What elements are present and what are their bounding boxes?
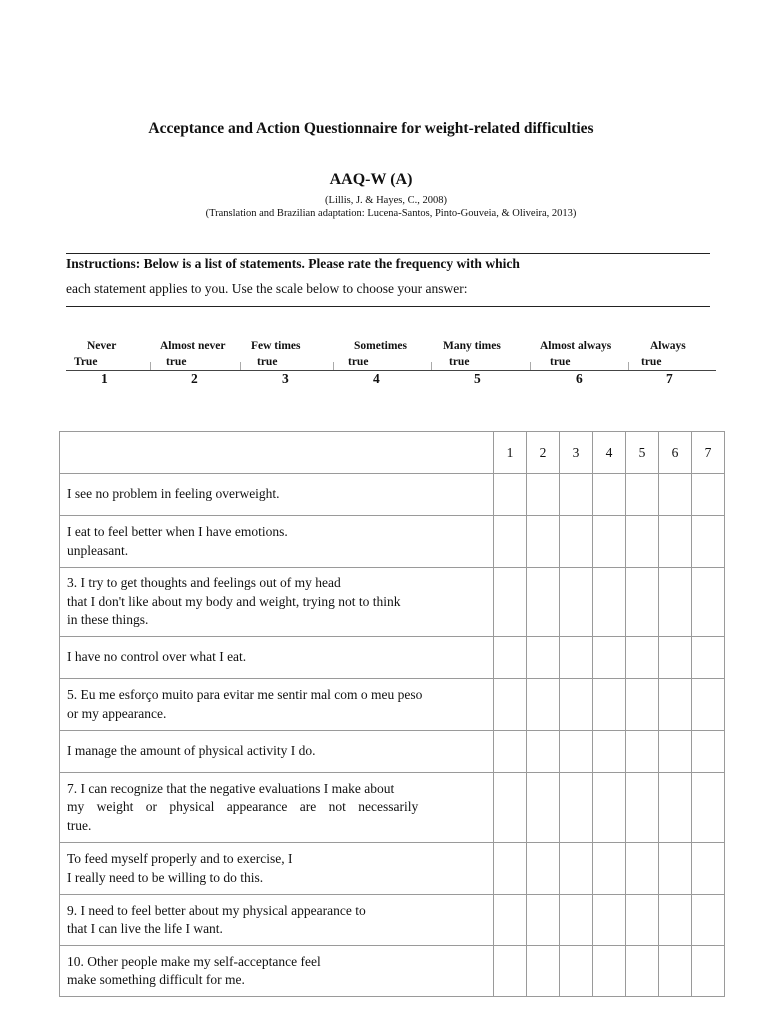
table-row bbox=[60, 895, 725, 946]
statement-line: I manage the amount of physical activity I do. bbox=[67, 743, 316, 759]
answer-cell-1[interactable] bbox=[494, 895, 527, 946]
answer-cell-6[interactable] bbox=[659, 637, 692, 679]
answer-cell-4[interactable] bbox=[593, 895, 626, 946]
scale-divider bbox=[150, 362, 151, 370]
answer-cell-1[interactable] bbox=[494, 679, 527, 731]
statement-text bbox=[60, 516, 494, 568]
column-header-7: 7 bbox=[692, 432, 725, 474]
answer-cell-2[interactable] bbox=[527, 516, 560, 568]
answer-cell-3[interactable] bbox=[560, 731, 593, 773]
instructions-bottom-rule bbox=[66, 306, 710, 307]
instructions-top-rule bbox=[66, 253, 710, 254]
statement-text bbox=[60, 895, 494, 946]
scale-label-4-bottom: true bbox=[348, 356, 369, 368]
statement-line: I have no control over what I eat. bbox=[67, 649, 247, 665]
statement-line: that I don't like about my body and weight, trying not to think bbox=[67, 593, 401, 609]
table-row bbox=[60, 474, 725, 516]
statement-line: that I can live the life I want. bbox=[67, 921, 223, 936]
table-row bbox=[60, 679, 725, 731]
answer-cell-3[interactable] bbox=[560, 516, 593, 568]
scale-label-7-bottom: true bbox=[641, 356, 662, 368]
scale-number-3: 3 bbox=[282, 371, 289, 386]
column-header-1: 1 bbox=[494, 432, 527, 474]
table-row bbox=[60, 568, 725, 637]
answer-cell-1[interactable] bbox=[494, 637, 527, 679]
answer-cell-3[interactable] bbox=[560, 946, 593, 997]
scale-label-2-top: Almost never bbox=[160, 340, 226, 352]
answer-cell-4[interactable] bbox=[593, 516, 626, 568]
scale-divider bbox=[431, 362, 432, 370]
statement-line: 7. I can recognize that the negative evaluations I make about bbox=[67, 780, 395, 796]
table-row bbox=[60, 637, 725, 679]
statement-text bbox=[60, 679, 494, 731]
answer-cell-2[interactable] bbox=[527, 637, 560, 679]
scale-number-6: 6 bbox=[576, 371, 583, 386]
statement-line: 10. Other people make my self-acceptance feel bbox=[67, 953, 321, 969]
answer-cell-5[interactable] bbox=[626, 843, 659, 895]
scale-number-4: 4 bbox=[373, 371, 380, 386]
answer-cell-2[interactable] bbox=[527, 474, 560, 516]
answer-cell-7[interactable] bbox=[692, 474, 725, 516]
scale-label-5-bottom: true bbox=[449, 356, 470, 368]
answer-cell-5[interactable] bbox=[626, 679, 659, 731]
statement-text bbox=[60, 773, 494, 843]
statement-line: To feed myself properly and to exercise, I bbox=[67, 851, 293, 866]
answer-cell-4[interactable] bbox=[593, 568, 626, 637]
scale-label-5-top: Many times bbox=[443, 340, 501, 352]
answer-cell-2[interactable] bbox=[527, 773, 560, 843]
answer-cell-4[interactable] bbox=[593, 843, 626, 895]
scale-divider bbox=[628, 362, 629, 370]
statement-line: true. bbox=[67, 817, 92, 833]
translation-credit: (Translation and Brazilian adaptation: Lucena-Santos, Pinto-Gouveia, & Oliveira, 2013) bbox=[205, 208, 577, 219]
answer-cell-3[interactable] bbox=[560, 474, 593, 516]
answer-cell-5[interactable] bbox=[626, 946, 659, 997]
statement-line: 5. Eu me esforço muito para evitar me sentir mal com o meu peso bbox=[67, 687, 423, 702]
table-row bbox=[60, 946, 725, 997]
answer-cell-6[interactable] bbox=[659, 946, 692, 997]
scale-label-6-top: Almost always bbox=[540, 340, 612, 352]
grid-header-row bbox=[60, 432, 725, 474]
answer-cell-7[interactable] bbox=[692, 773, 725, 843]
statement-line: make something difficult for me. bbox=[67, 972, 245, 987]
scale-label-7-top: Always bbox=[650, 340, 686, 352]
scale-label-3-top: Few times bbox=[251, 340, 301, 352]
answer-cell-5[interactable] bbox=[626, 474, 659, 516]
statement-line: or my appearance. bbox=[67, 705, 167, 721]
answer-cell-4[interactable] bbox=[593, 637, 626, 679]
answer-cell-4[interactable] bbox=[593, 946, 626, 997]
answer-cell-3[interactable] bbox=[560, 637, 593, 679]
scale-label-3-bottom: true bbox=[257, 356, 278, 368]
table-row bbox=[60, 731, 725, 773]
answer-cell-6[interactable] bbox=[659, 474, 692, 516]
answer-cell-4[interactable] bbox=[593, 773, 626, 843]
answer-cell-6[interactable] bbox=[659, 516, 692, 568]
answer-cell-7[interactable] bbox=[692, 895, 725, 946]
scale-underline bbox=[66, 370, 716, 371]
answer-cell-3[interactable] bbox=[560, 773, 593, 843]
statement-line: I eat to feel better when I have emotions. bbox=[67, 524, 288, 539]
statement-line: I really need to be willing to do this. bbox=[67, 869, 264, 885]
answer-cell-3[interactable] bbox=[560, 568, 593, 637]
column-header-3: 3 bbox=[560, 432, 593, 474]
scale-label-4-top: Sometimes bbox=[354, 340, 408, 352]
response-grid bbox=[59, 431, 725, 997]
table-row bbox=[60, 843, 725, 895]
answer-cell-7[interactable] bbox=[692, 516, 725, 568]
column-header-6: 6 bbox=[659, 432, 692, 474]
answer-cell-7[interactable] bbox=[692, 679, 725, 731]
scale-number-7: 7 bbox=[666, 371, 673, 386]
statement-text bbox=[60, 843, 494, 895]
scale-label-6-bottom: true bbox=[550, 356, 571, 368]
statement-line: in these things. bbox=[67, 612, 149, 628]
instructions-line-2: each statement applies to you. Use the scale below to choose your answer: bbox=[66, 281, 468, 296]
statement-text bbox=[60, 731, 494, 773]
answer-cell-6[interactable] bbox=[659, 843, 692, 895]
statement-text bbox=[60, 568, 494, 637]
answer-cell-1[interactable] bbox=[494, 474, 527, 516]
answer-cell-1[interactable] bbox=[494, 731, 527, 773]
scale-divider bbox=[530, 362, 531, 370]
answer-cell-1[interactable] bbox=[494, 516, 527, 568]
statement-line: 3. I try to get thoughts and feelings out of my head bbox=[67, 575, 341, 591]
answer-cell-1[interactable] bbox=[494, 773, 527, 843]
answer-cell-2[interactable] bbox=[527, 895, 560, 946]
answer-cell-2[interactable] bbox=[527, 946, 560, 997]
answer-cell-1[interactable] bbox=[494, 843, 527, 895]
scale-divider bbox=[333, 362, 334, 370]
answer-cell-7[interactable] bbox=[692, 568, 725, 637]
scale-number-1: 1 bbox=[101, 371, 108, 386]
answer-cell-1[interactable] bbox=[494, 946, 527, 997]
answer-cell-2[interactable] bbox=[527, 843, 560, 895]
statement-text bbox=[60, 637, 494, 679]
answer-cell-5[interactable] bbox=[626, 568, 659, 637]
statement-line: 9. I need to feel better about my physical appearance to bbox=[67, 902, 366, 918]
statement-line: I see no problem in feeling overweight. bbox=[67, 486, 280, 502]
answer-cell-1[interactable] bbox=[494, 568, 527, 637]
scale-label-2-bottom: true bbox=[166, 356, 187, 368]
questionnaire-title: Acceptance and Action Questionnaire for weight-related difficulties bbox=[148, 120, 594, 137]
answer-cell-2[interactable] bbox=[527, 568, 560, 637]
scale-number-2: 2 bbox=[191, 371, 198, 386]
answer-cell-3[interactable] bbox=[560, 843, 593, 895]
statement-text bbox=[60, 474, 494, 516]
answer-cell-2[interactable] bbox=[527, 731, 560, 773]
answer-cell-7[interactable] bbox=[692, 637, 725, 679]
answer-cell-7[interactable] bbox=[692, 946, 725, 997]
answer-cell-6[interactable] bbox=[659, 895, 692, 946]
instructions-line-1: Instructions: Below is a list of statements. Please rate the frequency with which bbox=[66, 256, 520, 271]
answer-cell-6[interactable] bbox=[659, 731, 692, 773]
answer-cell-2[interactable] bbox=[527, 679, 560, 731]
answer-cell-7[interactable] bbox=[692, 731, 725, 773]
answer-cell-5[interactable] bbox=[626, 637, 659, 679]
column-header-2: 2 bbox=[527, 432, 560, 474]
answer-cell-3[interactable] bbox=[560, 679, 593, 731]
statement-text bbox=[60, 946, 494, 997]
answer-cell-5[interactable] bbox=[626, 516, 659, 568]
answer-cell-4[interactable] bbox=[593, 679, 626, 731]
answer-cell-5[interactable] bbox=[626, 773, 659, 843]
scale-label-1-bottom: True bbox=[74, 356, 98, 368]
answer-cell-6[interactable] bbox=[659, 568, 692, 637]
answer-cell-6[interactable] bbox=[659, 773, 692, 843]
table-row bbox=[60, 773, 725, 843]
questionnaire-code: AAQ-W (A) bbox=[329, 171, 413, 188]
grid-header-blank bbox=[60, 432, 494, 474]
answer-cell-3[interactable] bbox=[560, 895, 593, 946]
scale-label-1-top: Never bbox=[87, 340, 117, 352]
citation: (Lillis, J. & Hayes, C., 2008) bbox=[325, 195, 447, 206]
answer-cell-4[interactable] bbox=[593, 731, 626, 773]
answer-cell-6[interactable] bbox=[659, 679, 692, 731]
scale-divider bbox=[240, 362, 241, 370]
column-header-4: 4 bbox=[593, 432, 626, 474]
statement-line: unpleasant. bbox=[67, 542, 129, 558]
answer-cell-5[interactable] bbox=[626, 895, 659, 946]
answer-cell-4[interactable] bbox=[593, 474, 626, 516]
scale-number-5: 5 bbox=[474, 371, 481, 386]
answer-cell-5[interactable] bbox=[626, 731, 659, 773]
statement-line: my weight or physical appearance are not necessarily bbox=[67, 799, 419, 815]
column-header-5: 5 bbox=[626, 432, 659, 474]
table-row bbox=[60, 516, 725, 568]
answer-cell-7[interactable] bbox=[692, 843, 725, 895]
